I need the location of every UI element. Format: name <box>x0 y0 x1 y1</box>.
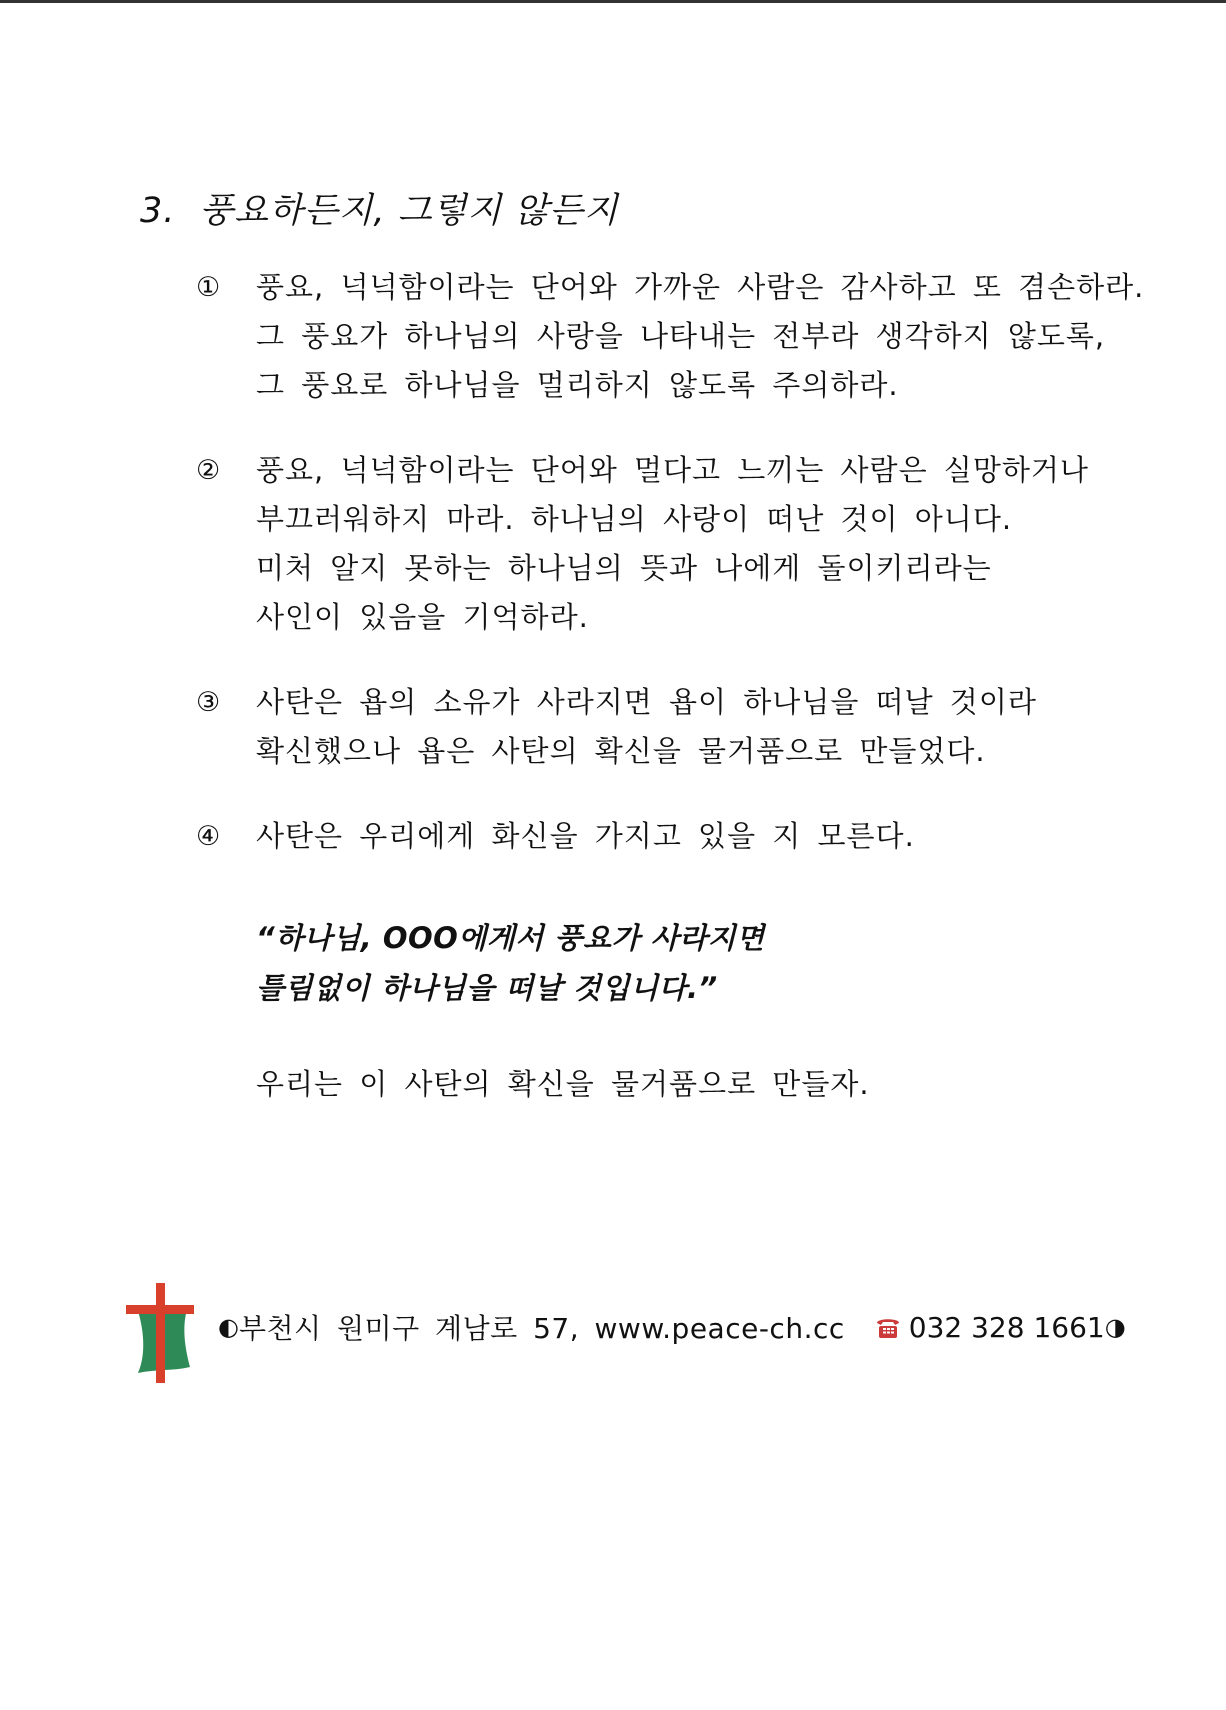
section-heading <box>140 183 619 233</box>
item-line: 풍요, 넉넉함이라는 단어와 멀다고 느끼는 사람은 실망하거나 <box>256 453 1089 487</box>
item-marker: ② <box>196 455 221 486</box>
item-line: 풍요, 넉넉함이라는 단어와 가까운 사람은 감사하고 또 겸손하라. <box>256 270 1145 304</box>
item-line: 사탄은 욥의 소유가 사라지면 욥이 하나님을 떠날 것이라 <box>256 685 1037 719</box>
item-line: 사탄은 우리에게 화신을 가지고 있을 지 모른다. <box>256 819 915 853</box>
top-border <box>0 0 1226 3</box>
quote-line: “하나님, OOO에게서 풍요가 사라지면 <box>256 921 765 955</box>
closing-statement: 우리는 이 사탄의 확신을 물거품으로 만들자. <box>256 1067 870 1101</box>
section-title: 풍요하든지, 그렇지 않든지 <box>199 191 619 231</box>
church-logo <box>124 1283 196 1383</box>
quote-block <box>256 913 765 1013</box>
section-number: 3. <box>140 191 176 231</box>
footer-phone: 032 328 1661 <box>908 1310 1105 1344</box>
left-half-circle-icon: ◐ <box>218 1313 239 1341</box>
item-line: 그 풍요로 하나님을 멀리하지 않도록 주의하라. <box>256 368 899 402</box>
item-line: 그 풍요가 하나님의 사랑을 나타내는 전부라 생각하지 않도록, <box>256 319 1106 353</box>
item-line: 부끄러워하지 마라. 하나님의 사랑이 떠난 것이 아니다. <box>256 502 1013 536</box>
item-marker: ① <box>196 272 221 303</box>
item-line: 미처 알지 못하는 하나님의 뜻과 나에게 돌이키리라는 <box>256 551 992 585</box>
footer-address: 부천시 원미구 계남로 57, www.peace-ch.cc <box>238 1312 845 1345</box>
item-marker: ④ <box>196 821 221 852</box>
telephone-icon <box>875 1315 901 1339</box>
item-marker: ③ <box>196 687 221 718</box>
item-line: 확신했으나 욥은 사탄의 확신을 물거품으로 만들었다. <box>256 734 986 768</box>
item-line: 사인이 있음을 기억하라. <box>256 600 589 634</box>
right-half-circle-icon: ◑ <box>1104 1313 1126 1341</box>
quote-line: 틀림없이 하나님을 떠날 것입니다.” <box>256 971 718 1005</box>
footer <box>218 1307 1126 1347</box>
